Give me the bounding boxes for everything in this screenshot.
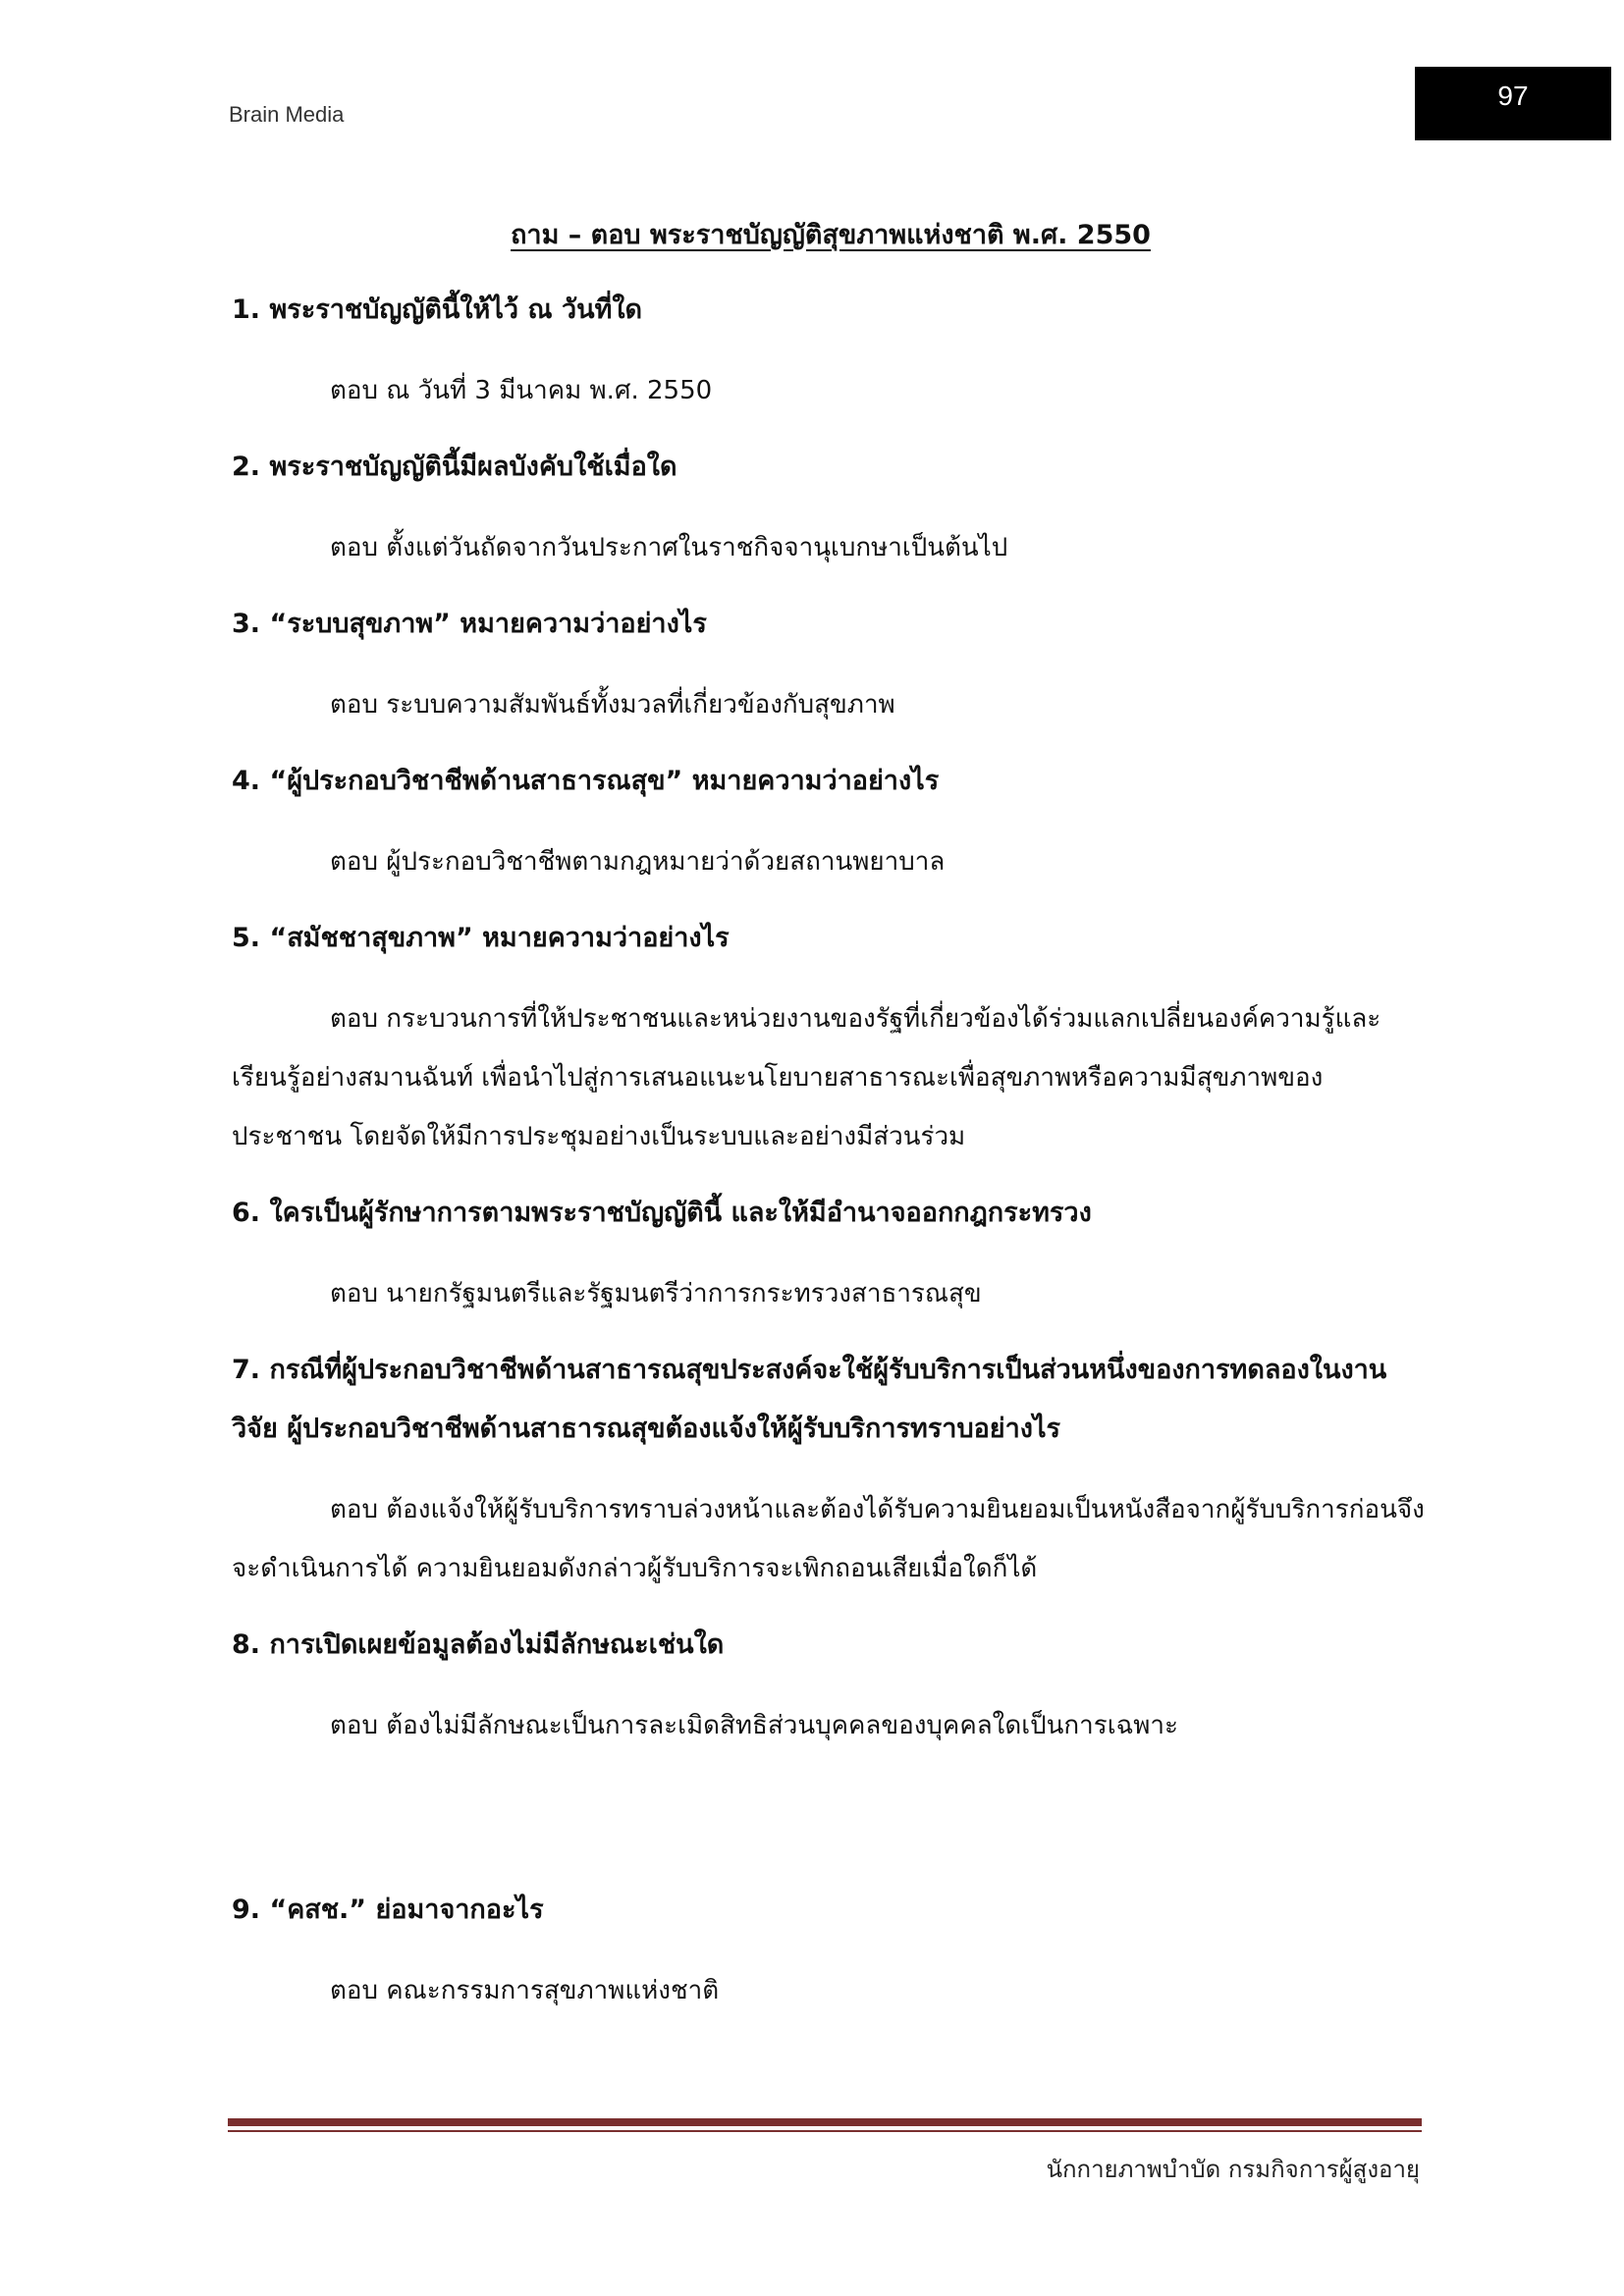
document-title: ถาม – ตอบ พระราชบัญญัติสุขภาพแห่งชาติ พ.ศ. 2550 (511, 220, 1151, 250)
answer-text: ตอบ ระบบความสัมพันธ์ทั้งมวลที่เกี่ยวข้องกับสุขภาพ (330, 690, 895, 720)
document-body (232, 196, 1430, 2020)
qa-item-1 (232, 281, 1430, 420)
question-text: 6. ใครเป็นผู้รักษาการตามพระราชบัญญัตินี้ และให้มีอำนาจออกกฎกระทรวง (232, 1198, 1092, 1228)
answer-text: ตอบ ตั้งแต่วันถัดจากวันประกาศในราชกิจจานุเบกษาเป็นต้นไป (330, 533, 1008, 562)
page-number-box (1415, 67, 1611, 140)
answer-text: ตอบ ต้องไม่มีลักษณะเป็นการละเมิดสิทธิส่วนบุคคลของบุคคลใดเป็นการเฉพาะ (330, 1711, 1178, 1740)
qa-item-8 (232, 1616, 1430, 1755)
answer-text: ตอบ ณ วันที่ 3 มีนาคม พ.ศ. 2550 (330, 376, 713, 405)
question-text: 7. กรณีที่ผู้ประกอบวิชาชีพด้านสาธารณสุขประสงค์จะใช้ผู้รับบริการเป็นส่วนหนึ่งของการทดลองในงานวิจัย ผู้ประกอบวิชาชีพด้านสาธารณสุขต้องแจ้งให้ผู้รับบริการทราบอย่างไร (232, 1355, 1387, 1444)
footer-text: นักกายภาพบำบัด กรมกิจการผู้สูงอายุ (1046, 2156, 1420, 2183)
qa-item-9 (232, 1881, 1430, 2020)
answer-text: ตอบ กระบวนการที่ให้ประชาชนและหน่วยงานของรัฐที่เกี่ยวข้องได้ร่วมแลกเปลี่ยนองค์ความรู้และเรียนรู้อย่างสมานฉันท์ เพื่อนำไปสู่การเสนอแนะนโยบายสาธารณะเพื่อสุขภาพหรือความมีสุขภาพของประชาชน โดยจัดให้มีการประชุมอย่างเป็นระบบและอย่างมีส่วนร่วม (232, 1004, 1381, 1151)
question-text: 9. “คสช.” ย่อมาจากอะไร (232, 1895, 544, 1925)
answer-text: ตอบ ผู้ประกอบวิชาชีพตามกฎหมายว่าด้วยสถานพยาบาล (330, 847, 946, 877)
footer-divider-thick (228, 2118, 1422, 2126)
question-text: 1. พระราชบัญญัตินี้ให้ไว้ ณ วันที่ใด (232, 294, 643, 325)
qa-item-7 (232, 1341, 1430, 1598)
footer-divider-thin (228, 2130, 1422, 2132)
qa-item-3 (232, 595, 1430, 734)
answer-text: ตอบ นายกรัฐมนตรีและรัฐมนตรีว่าการกระทรวงสาธารณสุข (330, 1279, 982, 1308)
section-spacer (232, 1755, 1430, 1863)
answer-text: ตอบ ต้องแจ้งให้ผู้รับบริการทราบล่วงหน้าและต้องได้รับความยินยอมเป็นหนังสือจากผู้รับบริการก่อนจึงจะดำเนินการได้ ความยินยอมดังกล่าวผู้รับบริการจะเพิกถอนเสียเมื่อใดก็ได้ (232, 1495, 1425, 1583)
question-text: 2. พระราชบัญญัตินี้มีผลบังคับใช้เมื่อใด (232, 452, 677, 482)
question-text: 3. “ระบบสุขภาพ” หมายความว่าอย่างไร (232, 609, 707, 639)
question-text: 8. การเปิดเผยข้อมูลต้องไม่มีลักษณะเช่นใด (232, 1629, 725, 1660)
answer-text: ตอบ คณะกรรมการสุขภาพแห่งชาติ (330, 1976, 720, 2005)
question-text: 5. “สมัชชาสุขภาพ” หมายความว่าอย่างไร (232, 923, 730, 953)
qa-item-2 (232, 438, 1430, 577)
qa-item-5 (232, 909, 1430, 1166)
qa-item-6 (232, 1184, 1430, 1323)
qa-item-4 (232, 752, 1430, 891)
question-text: 4. “ผู้ประกอบวิชาชีพด้านสาธารณสุข” หมายความว่าอย่างไร (232, 766, 940, 796)
page-number: 97 (1497, 80, 1529, 111)
brand-name: Brain Media (229, 102, 345, 127)
